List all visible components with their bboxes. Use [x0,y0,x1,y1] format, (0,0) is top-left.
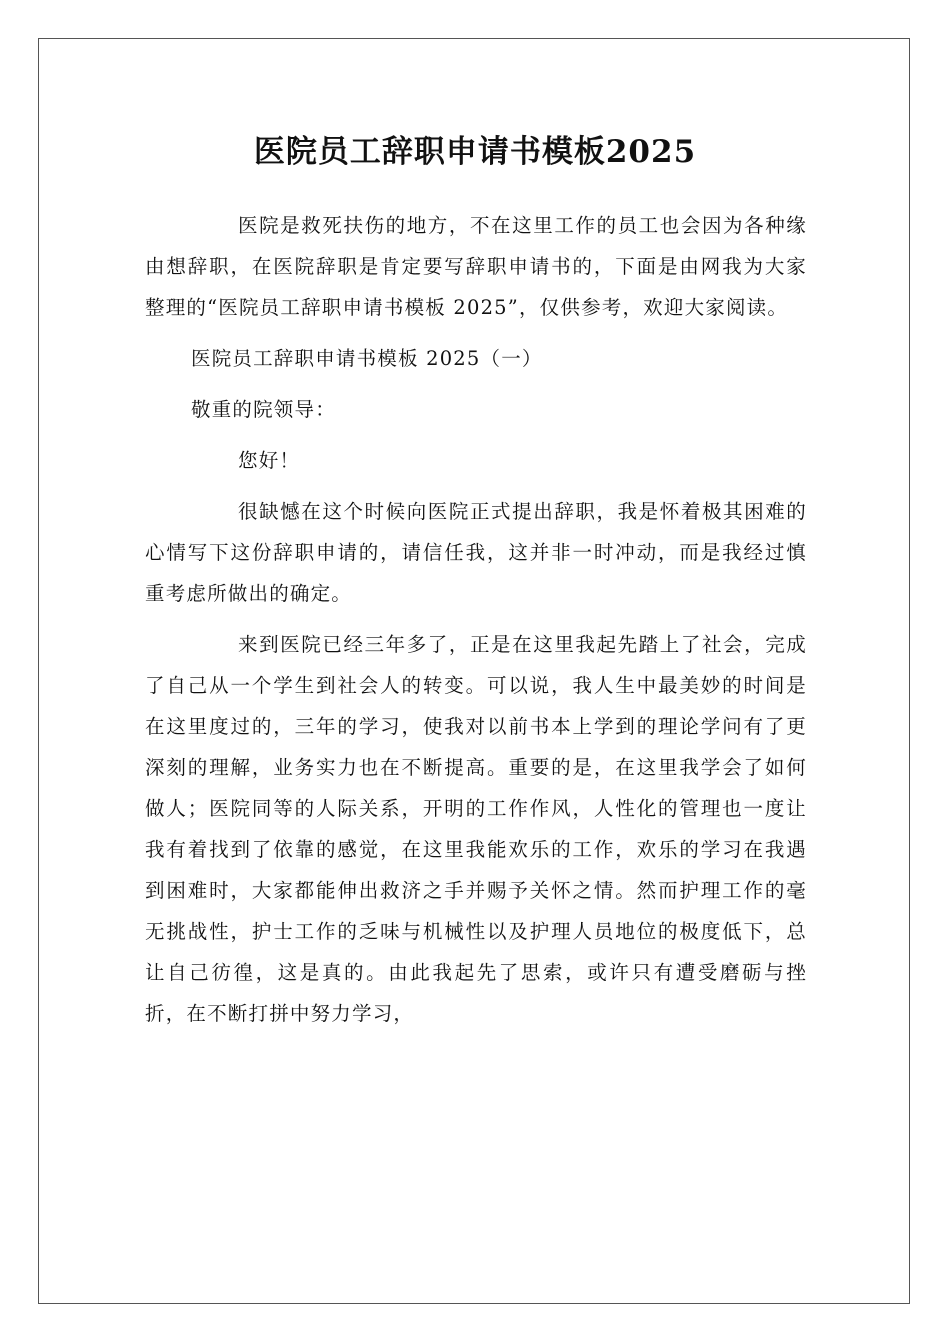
section-heading: 医院员工辞职申请书模板 2025（一） [191,347,543,370]
body-paragraph: 来到医院已经三年多了，正是在这里我起先踏上了社会，完成了自己从一个学生到社会人的转变。可以说，我人生中最美妙的时间是在这里度过的，三年的学习，使我对以前书本上学到的理论学问有了更深刻的理解，业务实力也在不断提高。重要的是，在这里我学会了如何做人；医院同等的人际关系，开明的工作作风，人性化的管理也一度让我有着找到了依靠的感觉，在这里我能欢乐的工作，欢乐的学习在我遇到困难时，大家都能伸出救济之手并赐予关怀之情。然而护理工作的毫无挑战性，护士工作的乏味与机械性以及护理人员地位的极度低下，总让自己彷徨，这是真的。由此我起先了思索，或许只有遭受磨砺与挫折，在不断打拼中努力学习， [145,633,807,1025]
body-paragraph: 很缺憾在这个时候向医院正式提出辞职，我是怀着极其困难的心情写下这份辞职申请的，请信任我，这并非一时冲动，而是我经过慎重考虑所做出的确定。 [145,500,807,605]
intro-paragraph: 医院是救死扶伤的地方，不在这里工作的员工也会因为各种缘由想辞职，在医院辞职是肯定要写辞职申请书的，下面是由网我为大家整理的“医院员工辞职申请书模板 2025”，仅供参考，欢迎大家阅读。 [145,214,807,319]
document-title: 医院员工辞职申请书模板2025 [253,134,697,170]
greeting: 您好！ [238,449,301,472]
document-body [145,205,807,1044]
salutation: 敬重的院领导： [191,398,336,421]
